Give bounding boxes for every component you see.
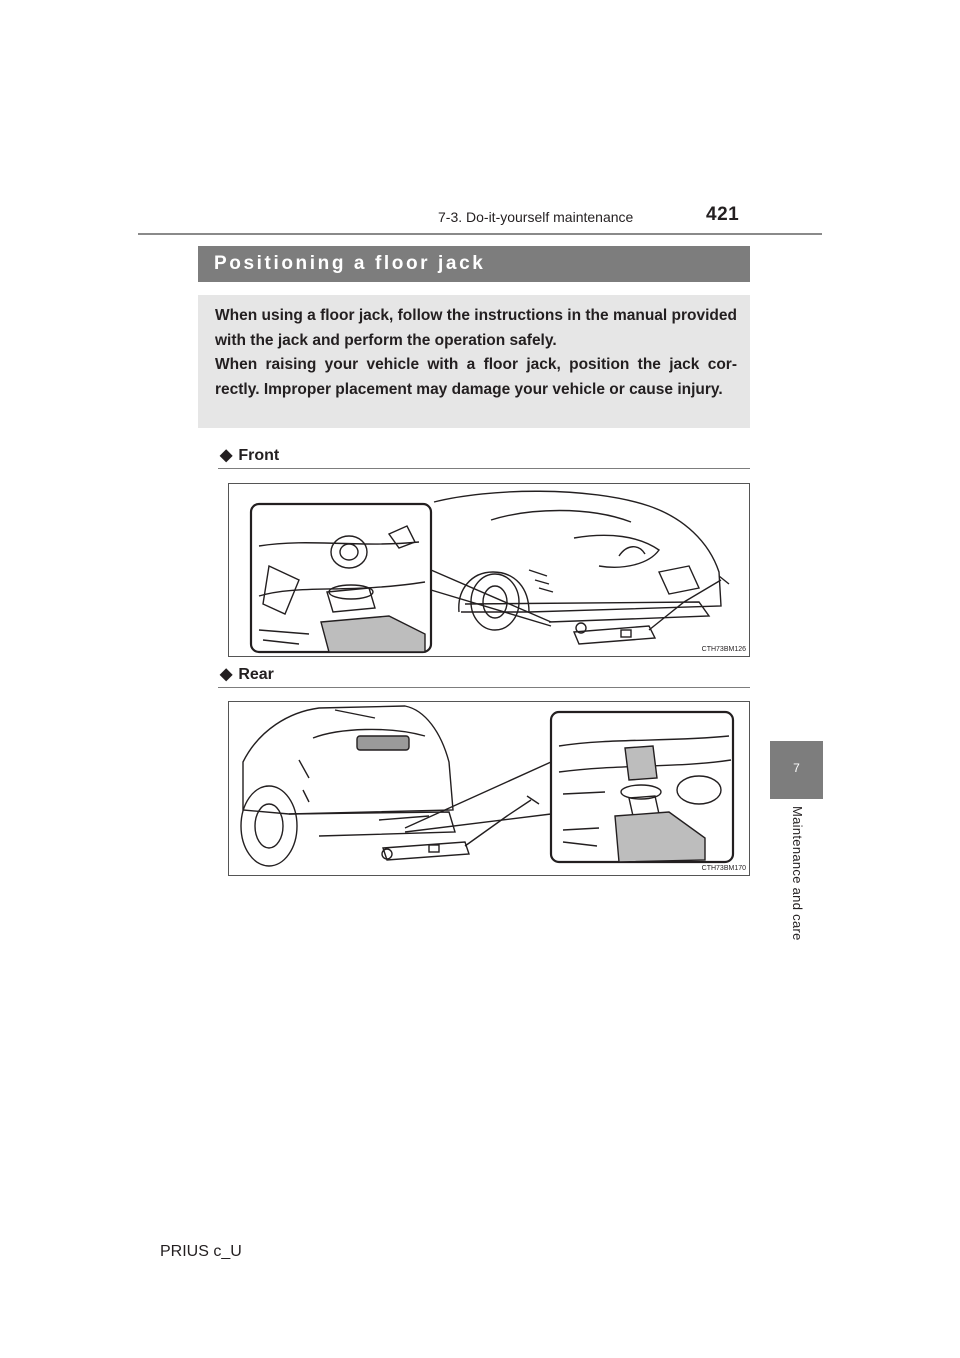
heading-bar (198, 246, 750, 282)
section-title: 7-3. Do-it-yourself maintenance (438, 209, 634, 225)
subsection-title: Rear (238, 666, 274, 683)
figure-code: CTH73BM126 (701, 646, 746, 653)
chapter-number: 7 (793, 761, 800, 775)
subsection-heading-front (220, 445, 279, 465)
chapter-tab (770, 741, 823, 799)
page-heading: Positioning a floor jack (214, 253, 486, 274)
chapter-label: Maintenance and care (790, 806, 805, 941)
subsection-title: Front (238, 447, 280, 464)
intro-paragraph-1: When using a floor jack, follow the instructions in the manual provided with the jack and perform the operation safely. (215, 307, 737, 349)
subsection-divider (218, 468, 750, 469)
figure-code: CTH73BM170 (701, 865, 746, 872)
diamond-bullet-icon: ◆ (220, 447, 233, 464)
header-divider (138, 233, 822, 235)
footer-model: PRIUS c_U (160, 1243, 242, 1260)
subsection-divider (218, 687, 750, 688)
intro-box (198, 295, 750, 428)
subsection-heading-rear (220, 664, 274, 684)
rear-jack-illustration (229, 702, 749, 875)
page-number: 421 (706, 204, 740, 225)
figure-front-jack (228, 483, 750, 657)
diamond-bullet-icon: ◆ (220, 666, 233, 683)
figure-rear-jack (228, 701, 750, 876)
intro-paragraph-2: When raising your vehicle with a floor jack, position the jack cor-rectly. Improper placement may damage your vehicle or cause injury. (215, 356, 737, 398)
front-jack-illustration (229, 484, 749, 656)
